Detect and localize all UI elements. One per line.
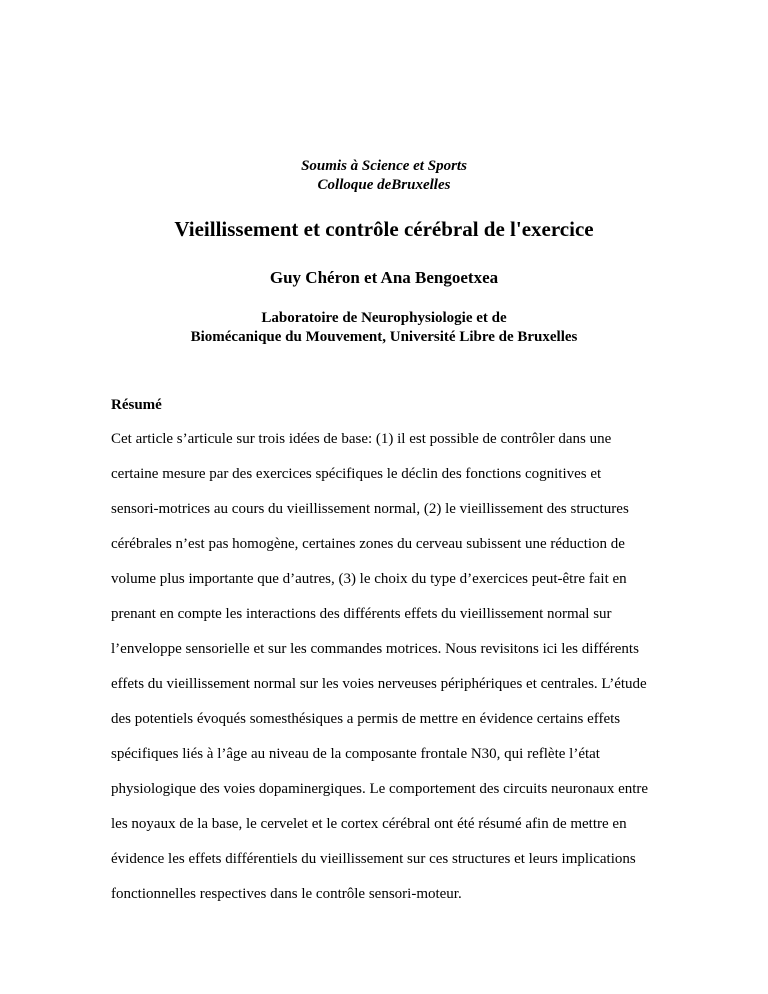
authors-line: Guy Chéron et Ana Bengoetxea bbox=[269, 268, 499, 287]
affiliation-block bbox=[0, 309, 768, 347]
abstract-line: physiologique des voies dopaminergiques. Le comportement des circuits neuronaux entre bbox=[111, 781, 649, 797]
abstract-line: certaine mesure par des exercices spécifiques le déclin des fonctions cognitives et bbox=[111, 466, 602, 482]
abstract-line: sensori-motrices au cours du vieillissement normal, (2) le vieillissement des structures bbox=[111, 501, 629, 517]
abstract-line: effets du vieillissement normal sur les voies nerveuses périphériques et centrales. L’étude bbox=[111, 676, 647, 692]
abstract-line: l’enveloppe sensorielle et sur les commandes motrices. Nous revisitons ici les différents bbox=[111, 641, 639, 657]
abstract-line: cérébrales n’est pas homogène, certaines zones du cerveau subissent une réduction de bbox=[111, 536, 625, 552]
abstract-line: des potentiels évoqués somesthésiques a permis de mettre en évidence certains effets bbox=[111, 711, 621, 727]
abstract-line: volume plus importante que d’autres, (3) le choix du type d’exercices peut-être fait en bbox=[111, 571, 627, 587]
abstract-line: spécifiques liés à l’âge au niveau de la composante frontale N30, qui reflète l’état bbox=[111, 746, 600, 762]
submission-header-line1: Soumis à Science et Sports bbox=[301, 158, 467, 174]
abstract-line: fonctionnelles respectives dans le contrôle sensori-moteur. bbox=[111, 886, 462, 902]
submission-header-line2: Colloque deBruxelles bbox=[317, 177, 451, 193]
abstract-line: prenant en compte les interactions des différents effets du vieillissement normal sur bbox=[111, 606, 612, 622]
affiliation-line1: Laboratoire de Neurophysiologie et de bbox=[261, 310, 507, 326]
paper-title: Vieillissement et contrôle cérébral de l'exercice bbox=[174, 217, 594, 241]
abstract-body bbox=[111, 422, 663, 912]
submission-header bbox=[0, 0, 768, 195]
abstract-line: les noyaux de la base, le cervelet et le cortex cérébral ont été résumé afin de mettre en bbox=[111, 816, 627, 832]
abstract-line: évidence les effets différentiels du vieillissement sur ces structures et leurs implications bbox=[111, 851, 636, 867]
abstract-line: Cet article s’articule sur trois idées de base: (1) il est possible de contrôler dans une bbox=[111, 431, 612, 447]
abstract-heading: Résumé bbox=[111, 397, 162, 413]
affiliation-line2: Biomécanique du Mouvement, Université Libre de Bruxelles bbox=[190, 329, 578, 345]
